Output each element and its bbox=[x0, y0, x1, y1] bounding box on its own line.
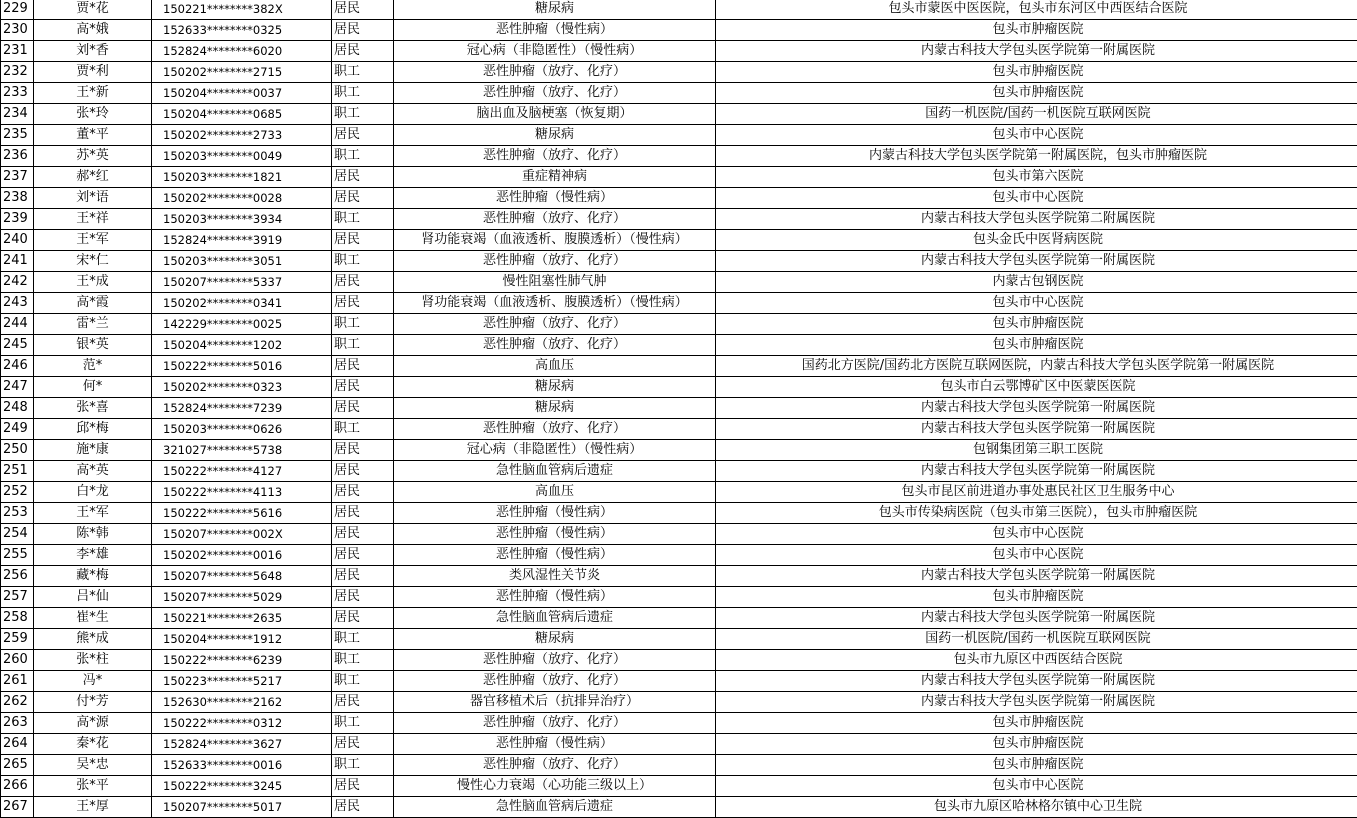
disease-name-cell: 恶性肿瘤（慢性病） bbox=[394, 524, 716, 545]
table-row bbox=[1, 167, 1357, 188]
insured-type-cell: 居民 bbox=[332, 398, 394, 419]
hospital-name-cell: 包头市中心医院 bbox=[716, 524, 1357, 545]
insured-type-cell: 居民 bbox=[332, 587, 394, 608]
hospital-name-cell: 内蒙古科技大学包头医学院第一附属医院 bbox=[716, 461, 1357, 482]
row-number-cell: 254 bbox=[1, 524, 34, 545]
person-name-cell: 范* bbox=[34, 356, 152, 377]
id-number-cell: 150222********3245 bbox=[152, 776, 332, 797]
row-number-cell: 248 bbox=[1, 398, 34, 419]
id-number-cell: 152824********3919 bbox=[152, 230, 332, 251]
table-row bbox=[1, 293, 1357, 314]
id-number-cell: 150222********4113 bbox=[152, 482, 332, 503]
insured-type-cell: 居民 bbox=[332, 524, 394, 545]
person-name-cell: 高*英 bbox=[34, 461, 152, 482]
insured-type-cell: 职工 bbox=[332, 650, 394, 671]
row-number-cell: 260 bbox=[1, 650, 34, 671]
insured-type-cell: 职工 bbox=[332, 314, 394, 335]
hospital-name-cell: 内蒙古科技大学包头医学院第一附属医院 bbox=[716, 608, 1357, 629]
row-number-cell: 255 bbox=[1, 545, 34, 566]
disease-name-cell: 恶性肿瘤（慢性病） bbox=[394, 503, 716, 524]
id-number-cell: 321027********5738 bbox=[152, 440, 332, 461]
hospital-name-cell: 内蒙古科技大学包头医学院第一附属医院 bbox=[716, 419, 1357, 440]
insured-type-cell: 职工 bbox=[332, 671, 394, 692]
person-name-cell: 宋*仁 bbox=[34, 251, 152, 272]
person-name-cell: 郝*红 bbox=[34, 167, 152, 188]
table-row bbox=[1, 692, 1357, 713]
row-number-cell: 258 bbox=[1, 608, 34, 629]
hospital-name-cell: 内蒙古包钢医院 bbox=[716, 272, 1357, 293]
person-name-cell: 王*成 bbox=[34, 272, 152, 293]
disease-name-cell: 慢性阻塞性肺气肿 bbox=[394, 272, 716, 293]
table-row bbox=[1, 650, 1357, 671]
row-number-cell: 257 bbox=[1, 587, 34, 608]
hospital-name-cell: 包头市白云鄂博矿区中医蒙医医院 bbox=[716, 377, 1357, 398]
row-number-cell: 243 bbox=[1, 293, 34, 314]
hospital-name-cell: 内蒙古科技大学包头医学院第二附属医院 bbox=[716, 209, 1357, 230]
table-row bbox=[1, 377, 1357, 398]
table-row bbox=[1, 776, 1357, 797]
hospital-name-cell: 包头市九原区中西医结合医院 bbox=[716, 650, 1357, 671]
hospital-name-cell: 内蒙古科技大学包头医学院第一附属医院 bbox=[716, 692, 1357, 713]
hospital-name-cell: 包头市中心医院 bbox=[716, 776, 1357, 797]
row-number-cell: 233 bbox=[1, 83, 34, 104]
person-name-cell: 银*英 bbox=[34, 335, 152, 356]
row-number-cell: 245 bbox=[1, 335, 34, 356]
id-number-cell: 150202********0028 bbox=[152, 188, 332, 209]
hospital-name-cell: 包头市肿瘤医院 bbox=[716, 755, 1357, 776]
hospital-name-cell: 包头市中心医院 bbox=[716, 293, 1357, 314]
insured-type-cell: 居民 bbox=[332, 356, 394, 377]
table-row bbox=[1, 755, 1357, 776]
person-name-cell: 雷*兰 bbox=[34, 314, 152, 335]
disease-name-cell: 恶性肿瘤（慢性病） bbox=[394, 587, 716, 608]
hospital-name-cell: 包钢集团第三职工医院 bbox=[716, 440, 1357, 461]
table-row bbox=[1, 545, 1357, 566]
row-number-cell: 263 bbox=[1, 713, 34, 734]
disease-name-cell: 慢性心力衰竭（心功能三级以上） bbox=[394, 776, 716, 797]
insured-type-cell: 居民 bbox=[332, 566, 394, 587]
person-name-cell: 吕*仙 bbox=[34, 587, 152, 608]
person-name-cell: 熊*成 bbox=[34, 629, 152, 650]
id-number-cell: 152824********6020 bbox=[152, 41, 332, 62]
insured-type-cell: 居民 bbox=[332, 125, 394, 146]
id-number-cell: 150202********0016 bbox=[152, 545, 332, 566]
insured-type-cell: 居民 bbox=[332, 503, 394, 524]
table-row bbox=[1, 461, 1357, 482]
disease-name-cell: 糖尿病 bbox=[394, 398, 716, 419]
table-row bbox=[1, 713, 1357, 734]
insured-type-cell: 职工 bbox=[332, 755, 394, 776]
row-number-cell: 261 bbox=[1, 671, 34, 692]
table-row bbox=[1, 419, 1357, 440]
id-number-cell: 150222********5016 bbox=[152, 356, 332, 377]
hospital-name-cell: 内蒙古科技大学包头医学院第一附属医院，包头市肿瘤医院 bbox=[716, 146, 1357, 167]
id-number-cell: 150203********1821 bbox=[152, 167, 332, 188]
disease-name-cell: 恶性肿瘤（慢性病） bbox=[394, 545, 716, 566]
row-number-cell: 267 bbox=[1, 797, 34, 818]
id-number-cell: 152633********0325 bbox=[152, 20, 332, 41]
id-number-cell: 152633********0016 bbox=[152, 755, 332, 776]
hospital-name-cell: 内蒙古科技大学包头医学院第一附属医院 bbox=[716, 41, 1357, 62]
disease-name-cell: 高血压 bbox=[394, 356, 716, 377]
row-number-cell: 244 bbox=[1, 314, 34, 335]
hospital-name-cell: 包头市肿瘤医院 bbox=[716, 734, 1357, 755]
person-name-cell: 高*霞 bbox=[34, 293, 152, 314]
hospital-name-cell: 包头市第六医院 bbox=[716, 167, 1357, 188]
id-number-cell: 150207********5017 bbox=[152, 797, 332, 818]
id-number-cell: 152824********3627 bbox=[152, 734, 332, 755]
insured-type-cell: 居民 bbox=[332, 440, 394, 461]
table-row bbox=[1, 146, 1357, 167]
table-row bbox=[1, 335, 1357, 356]
id-number-cell: 152630********2162 bbox=[152, 692, 332, 713]
insured-type-cell: 职工 bbox=[332, 419, 394, 440]
insured-type-cell: 职工 bbox=[332, 251, 394, 272]
insured-type-cell: 职工 bbox=[332, 209, 394, 230]
id-number-cell: 150202********2715 bbox=[152, 62, 332, 83]
insured-type-cell: 职工 bbox=[332, 629, 394, 650]
person-name-cell: 董*平 bbox=[34, 125, 152, 146]
table-row bbox=[1, 356, 1357, 377]
person-name-cell: 付*芳 bbox=[34, 692, 152, 713]
person-name-cell: 张*玲 bbox=[34, 104, 152, 125]
disease-name-cell: 冠心病（非隐匿性）（慢性病） bbox=[394, 41, 716, 62]
disease-name-cell: 恶性肿瘤（放疗、化疗） bbox=[394, 419, 716, 440]
hospital-name-cell: 包头市肿瘤医院 bbox=[716, 20, 1357, 41]
insured-type-cell: 居民 bbox=[332, 734, 394, 755]
row-number-cell: 239 bbox=[1, 209, 34, 230]
person-name-cell: 邱*梅 bbox=[34, 419, 152, 440]
hospital-name-cell: 包头市肿瘤医院 bbox=[716, 314, 1357, 335]
table-row bbox=[1, 272, 1357, 293]
insured-type-cell: 居民 bbox=[332, 20, 394, 41]
person-name-cell: 冯* bbox=[34, 671, 152, 692]
insured-type-cell: 职工 bbox=[332, 104, 394, 125]
hospital-name-cell: 包头市九原区哈林格尔镇中心卫生院 bbox=[716, 797, 1357, 818]
person-name-cell: 贾*花 bbox=[34, 0, 152, 20]
insured-type-cell: 居民 bbox=[332, 188, 394, 209]
id-number-cell: 150202********2733 bbox=[152, 125, 332, 146]
disease-name-cell: 急性脑血管病后遗症 bbox=[394, 797, 716, 818]
id-number-cell: 150222********0312 bbox=[152, 713, 332, 734]
disease-name-cell: 恶性肿瘤（慢性病） bbox=[394, 734, 716, 755]
disease-name-cell: 糖尿病 bbox=[394, 125, 716, 146]
id-number-cell: 150207********002X bbox=[152, 524, 332, 545]
table-row bbox=[1, 314, 1357, 335]
row-number-cell: 240 bbox=[1, 230, 34, 251]
person-name-cell: 秦*花 bbox=[34, 734, 152, 755]
disease-name-cell: 恶性肿瘤（放疗、化疗） bbox=[394, 83, 716, 104]
id-number-cell: 150221********2635 bbox=[152, 608, 332, 629]
hospital-name-cell: 包头市中心医院 bbox=[716, 188, 1357, 209]
hospital-name-cell: 包头市肿瘤医院 bbox=[716, 83, 1357, 104]
person-name-cell: 苏*英 bbox=[34, 146, 152, 167]
table-row bbox=[1, 608, 1357, 629]
insured-type-cell: 居民 bbox=[332, 797, 394, 818]
row-number-cell: 236 bbox=[1, 146, 34, 167]
person-name-cell: 刘*语 bbox=[34, 188, 152, 209]
table-row bbox=[1, 671, 1357, 692]
id-number-cell: 150207********5337 bbox=[152, 272, 332, 293]
disease-name-cell: 恶性肿瘤（放疗、化疗） bbox=[394, 251, 716, 272]
person-name-cell: 高*娥 bbox=[34, 20, 152, 41]
row-number-cell: 259 bbox=[1, 629, 34, 650]
row-number-cell: 229 bbox=[1, 0, 34, 20]
id-number-cell: 150207********5648 bbox=[152, 566, 332, 587]
insured-type-cell: 居民 bbox=[332, 776, 394, 797]
person-name-cell: 张*喜 bbox=[34, 398, 152, 419]
disease-name-cell: 恶性肿瘤（放疗、化疗） bbox=[394, 650, 716, 671]
hospital-name-cell: 国药一机医院/国药一机医院互联网医院 bbox=[716, 629, 1357, 650]
row-number-cell: 264 bbox=[1, 734, 34, 755]
disease-name-cell: 恶性肿瘤（放疗、化疗） bbox=[394, 671, 716, 692]
table-row bbox=[1, 503, 1357, 524]
row-number-cell: 232 bbox=[1, 62, 34, 83]
row-number-cell: 265 bbox=[1, 755, 34, 776]
table-row bbox=[1, 62, 1357, 83]
insured-type-cell: 居民 bbox=[332, 482, 394, 503]
id-number-cell: 150202********0323 bbox=[152, 377, 332, 398]
disease-name-cell: 肾功能衰竭（血液透析、腹膜透析）（慢性病） bbox=[394, 293, 716, 314]
row-number-cell: 242 bbox=[1, 272, 34, 293]
insured-type-cell: 居民 bbox=[332, 272, 394, 293]
insured-type-cell: 职工 bbox=[332, 713, 394, 734]
disease-name-cell: 肾功能衰竭（血液透析、腹膜透析）（慢性病） bbox=[394, 230, 716, 251]
insured-type-cell: 居民 bbox=[332, 608, 394, 629]
row-number-cell: 246 bbox=[1, 356, 34, 377]
person-name-cell: 李*雄 bbox=[34, 545, 152, 566]
person-name-cell: 吴*忠 bbox=[34, 755, 152, 776]
person-name-cell: 王*军 bbox=[34, 503, 152, 524]
hospital-name-cell: 国药北方医院/国药北方医院互联网医院，内蒙古科技大学包头医学院第一附属医院 bbox=[716, 356, 1357, 377]
person-name-cell: 高*源 bbox=[34, 713, 152, 734]
disease-name-cell: 类风湿性关节炎 bbox=[394, 566, 716, 587]
row-number-cell: 235 bbox=[1, 125, 34, 146]
table-row bbox=[1, 41, 1357, 62]
table-row bbox=[1, 230, 1357, 251]
disease-name-cell: 重症精神病 bbox=[394, 167, 716, 188]
hospital-name-cell: 包头市肿瘤医院 bbox=[716, 335, 1357, 356]
insured-type-cell: 职工 bbox=[332, 335, 394, 356]
disease-name-cell: 恶性肿瘤（放疗、化疗） bbox=[394, 62, 716, 83]
disease-name-cell: 糖尿病 bbox=[394, 0, 716, 20]
hospital-name-cell: 包头市蒙医中医医院，包头市东河区中西医结合医院 bbox=[716, 0, 1357, 20]
insured-type-cell: 职工 bbox=[332, 62, 394, 83]
insured-type-cell: 居民 bbox=[332, 461, 394, 482]
disease-name-cell: 恶性肿瘤（慢性病） bbox=[394, 20, 716, 41]
row-number-cell: 249 bbox=[1, 419, 34, 440]
person-name-cell: 张*柱 bbox=[34, 650, 152, 671]
id-number-cell: 150204********0685 bbox=[152, 104, 332, 125]
insured-type-cell: 居民 bbox=[332, 377, 394, 398]
table-row bbox=[1, 251, 1357, 272]
row-number-cell: 250 bbox=[1, 440, 34, 461]
disease-name-cell: 糖尿病 bbox=[394, 629, 716, 650]
table-row bbox=[1, 629, 1357, 650]
id-number-cell: 150222********4127 bbox=[152, 461, 332, 482]
disease-name-cell: 恶性肿瘤（放疗、化疗） bbox=[394, 335, 716, 356]
id-number-cell: 150207********5029 bbox=[152, 587, 332, 608]
id-number-cell: 150202********0341 bbox=[152, 293, 332, 314]
person-name-cell: 王*军 bbox=[34, 230, 152, 251]
id-number-cell: 152824********7239 bbox=[152, 398, 332, 419]
id-number-cell: 150203********3934 bbox=[152, 209, 332, 230]
disease-name-cell: 高血压 bbox=[394, 482, 716, 503]
person-name-cell: 崔*生 bbox=[34, 608, 152, 629]
hospital-name-cell: 内蒙古科技大学包头医学院第一附属医院 bbox=[716, 398, 1357, 419]
table-row bbox=[1, 188, 1357, 209]
insured-type-cell: 居民 bbox=[332, 0, 394, 20]
hospital-name-cell: 内蒙古科技大学包头医学院第一附属医院 bbox=[716, 251, 1357, 272]
table-row bbox=[1, 587, 1357, 608]
id-number-cell: 150204********1912 bbox=[152, 629, 332, 650]
insured-type-cell: 居民 bbox=[332, 293, 394, 314]
table-row bbox=[1, 20, 1357, 41]
table-row bbox=[1, 524, 1357, 545]
hospital-name-cell: 内蒙古科技大学包头医学院第一附属医院 bbox=[716, 566, 1357, 587]
row-number-cell: 231 bbox=[1, 41, 34, 62]
table-row bbox=[1, 125, 1357, 146]
person-name-cell: 陈*韩 bbox=[34, 524, 152, 545]
hospital-name-cell: 包头市肿瘤医院 bbox=[716, 713, 1357, 734]
disease-name-cell: 急性脑血管病后遗症 bbox=[394, 461, 716, 482]
table-row bbox=[1, 566, 1357, 587]
hospital-name-cell: 包头市肿瘤医院 bbox=[716, 587, 1357, 608]
id-number-cell: 150223********5217 bbox=[152, 671, 332, 692]
table-row bbox=[1, 0, 1357, 20]
hospital-name-cell: 国药一机医院/国药一机医院互联网医院 bbox=[716, 104, 1357, 125]
row-number-cell: 266 bbox=[1, 776, 34, 797]
hospital-name-cell: 包头市传染病医院（包头市第三医院），包头市肿瘤医院 bbox=[716, 503, 1357, 524]
hospital-name-cell: 包头市中心医院 bbox=[716, 545, 1357, 566]
hospital-name-cell: 包头市中心医院 bbox=[716, 125, 1357, 146]
disease-name-cell: 恶性肿瘤（放疗、化疗） bbox=[394, 146, 716, 167]
table-body bbox=[1, 0, 1357, 818]
insured-type-cell: 居民 bbox=[332, 692, 394, 713]
row-number-cell: 253 bbox=[1, 503, 34, 524]
row-number-cell: 241 bbox=[1, 251, 34, 272]
row-number-cell: 247 bbox=[1, 377, 34, 398]
person-name-cell: 藏*梅 bbox=[34, 566, 152, 587]
id-number-cell: 150221********382X bbox=[152, 0, 332, 20]
person-name-cell: 王*祥 bbox=[34, 209, 152, 230]
insured-type-cell: 居民 bbox=[332, 545, 394, 566]
insured-type-cell: 职工 bbox=[332, 146, 394, 167]
insured-type-cell: 职工 bbox=[332, 83, 394, 104]
id-number-cell: 150204********1202 bbox=[152, 335, 332, 356]
row-number-cell: 230 bbox=[1, 20, 34, 41]
disease-name-cell: 急性脑血管病后遗症 bbox=[394, 608, 716, 629]
disease-name-cell: 恶性肿瘤（放疗、化疗） bbox=[394, 209, 716, 230]
row-number-cell: 262 bbox=[1, 692, 34, 713]
disease-name-cell: 脑出血及脑梗塞（恢复期） bbox=[394, 104, 716, 125]
row-number-cell: 238 bbox=[1, 188, 34, 209]
person-name-cell: 白*龙 bbox=[34, 482, 152, 503]
insured-type-cell: 居民 bbox=[332, 41, 394, 62]
person-name-cell: 张*平 bbox=[34, 776, 152, 797]
id-number-cell: 150222********6239 bbox=[152, 650, 332, 671]
table-row bbox=[1, 482, 1357, 503]
hospital-name-cell: 内蒙古科技大学包头医学院第一附属医院 bbox=[716, 671, 1357, 692]
insured-type-cell: 居民 bbox=[332, 167, 394, 188]
person-name-cell: 刘*香 bbox=[34, 41, 152, 62]
table-row bbox=[1, 209, 1357, 230]
hospital-name-cell: 包头市肿瘤医院 bbox=[716, 62, 1357, 83]
row-number-cell: 234 bbox=[1, 104, 34, 125]
person-name-cell: 王*厚 bbox=[34, 797, 152, 818]
disease-name-cell: 冠心病（非隐匿性）（慢性病） bbox=[394, 440, 716, 461]
disease-name-cell: 恶性肿瘤（放疗、化疗） bbox=[394, 314, 716, 335]
row-number-cell: 256 bbox=[1, 566, 34, 587]
hospital-name-cell: 包头市昆区前进道办事处惠民社区卫生服务中心 bbox=[716, 482, 1357, 503]
table-row bbox=[1, 83, 1357, 104]
id-number-cell: 150204********0037 bbox=[152, 83, 332, 104]
id-number-cell: 150203********3051 bbox=[152, 251, 332, 272]
person-name-cell: 何* bbox=[34, 377, 152, 398]
person-name-cell: 王*新 bbox=[34, 83, 152, 104]
disease-name-cell: 恶性肿瘤（放疗、化疗） bbox=[394, 713, 716, 734]
row-number-cell: 251 bbox=[1, 461, 34, 482]
table-row bbox=[1, 440, 1357, 461]
disease-name-cell: 糖尿病 bbox=[394, 377, 716, 398]
person-name-cell: 施*康 bbox=[34, 440, 152, 461]
id-number-cell: 142229********0025 bbox=[152, 314, 332, 335]
id-number-cell: 150203********0049 bbox=[152, 146, 332, 167]
disease-name-cell: 器官移植术后（抗排异治疗） bbox=[394, 692, 716, 713]
row-number-cell: 252 bbox=[1, 482, 34, 503]
disease-name-cell: 恶性肿瘤（慢性病） bbox=[394, 188, 716, 209]
id-number-cell: 150203********0626 bbox=[152, 419, 332, 440]
row-number-cell: 237 bbox=[1, 167, 34, 188]
id-number-cell: 150222********5616 bbox=[152, 503, 332, 524]
insured-type-cell: 居民 bbox=[332, 230, 394, 251]
table-row bbox=[1, 734, 1357, 755]
table-row bbox=[1, 398, 1357, 419]
table-row bbox=[1, 797, 1357, 818]
person-name-cell: 贾*利 bbox=[34, 62, 152, 83]
hospital-name-cell: 包头金氏中医肾病医院 bbox=[716, 230, 1357, 251]
disease-name-cell: 恶性肿瘤（放疗、化疗） bbox=[394, 755, 716, 776]
table-row bbox=[1, 104, 1357, 125]
